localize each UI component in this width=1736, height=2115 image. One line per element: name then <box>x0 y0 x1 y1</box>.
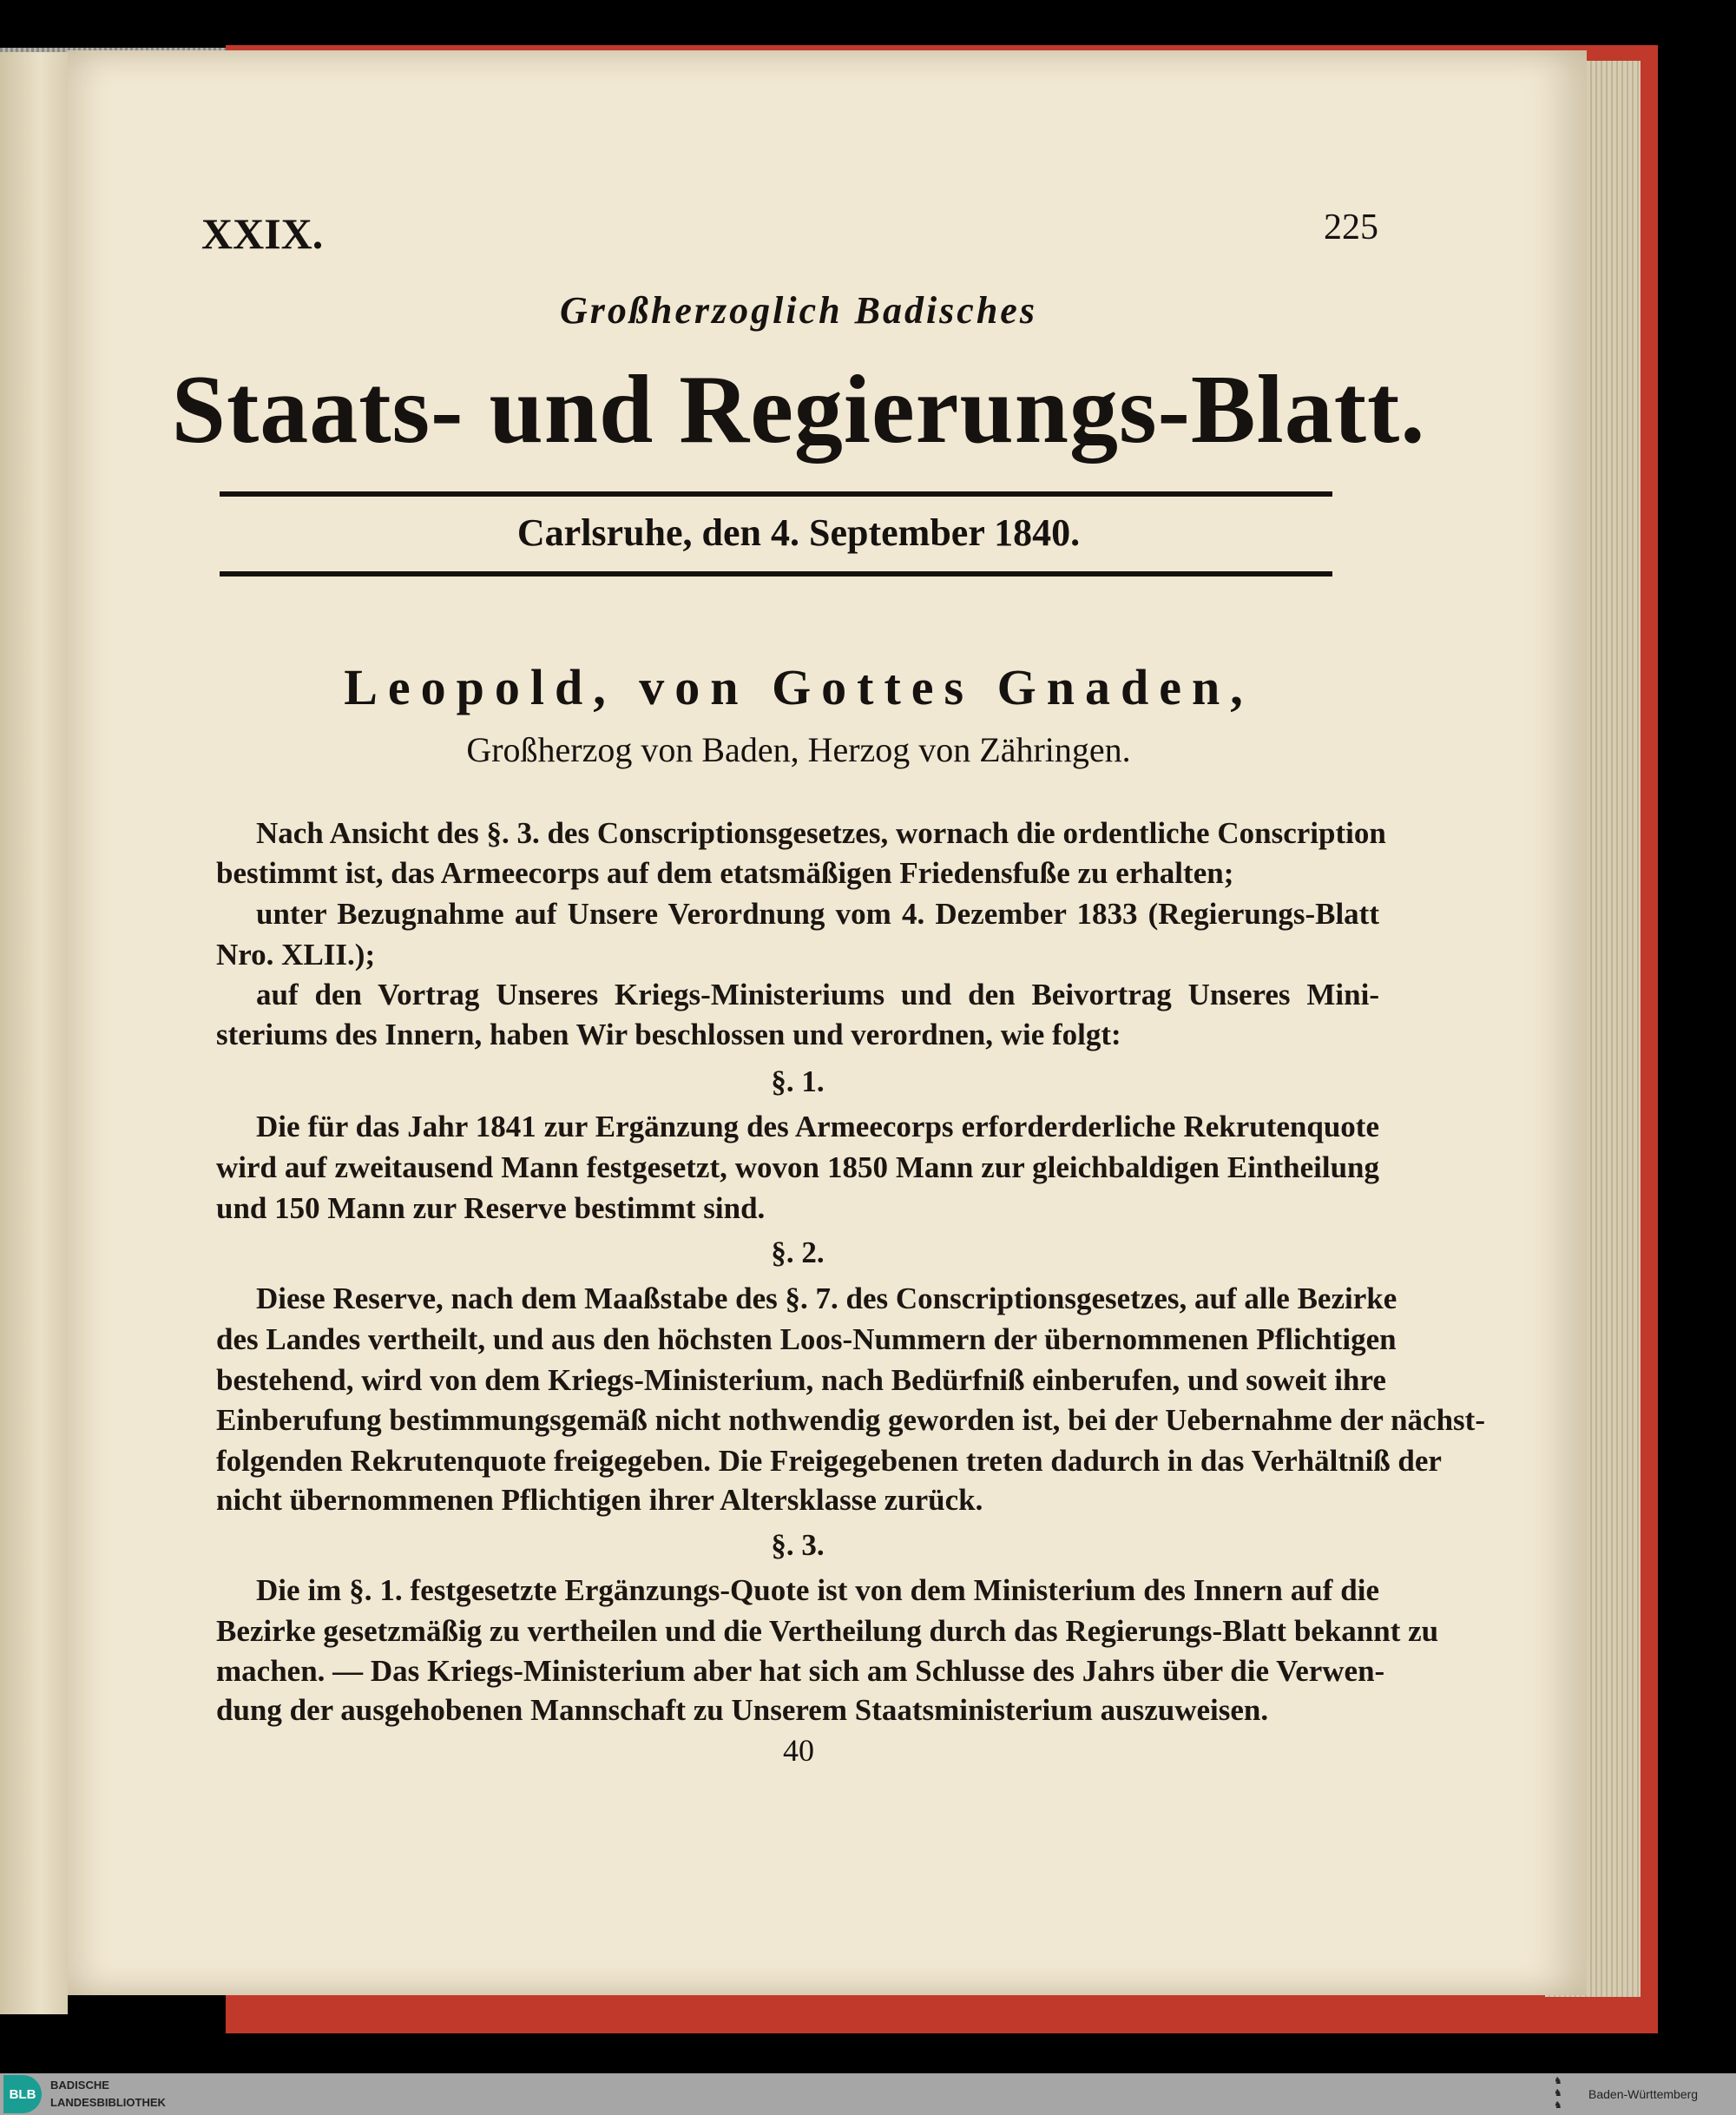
library-name-line1: BADISCHE <box>50 2079 109 2092</box>
body-line: machen. — Das Kriegs-Ministerium aber hat sich am Schlusse des Jahrs über die Verwen- <box>216 1654 1385 1688</box>
body-line: Nro. XLII.); <box>216 938 376 972</box>
blb-logo-icon: BLB <box>3 2075 42 2113</box>
library-name <box>50 2077 166 2112</box>
state-logo: Baden-Württemberg <box>1588 2087 1699 2101</box>
body-line: nicht übernommenen Pflichtigen ihrer Altersklasse zurück. <box>216 1483 983 1517</box>
body-line: Einberufung bestimmungsgemäß nicht nothwendig geworden ist, bei der Uebernahme der nächst- <box>216 1403 1485 1437</box>
library-name-line2: LANDESBIBLIOTHEK <box>50 2096 166 2109</box>
section-number: XXIX. <box>201 209 324 258</box>
body-line: Diese Reserve, nach dem Maaßstabe des §. 7. des Conscriptionsgesetzes, auf alle Bezirke <box>256 1282 1397 1315</box>
sovereign-title: Großherzog von Baden, Herzog von Zähringen. <box>466 730 1131 769</box>
section-heading: §. 3. <box>771 1528 825 1562</box>
dateline: Carlsruhe, den 4. September 1840. <box>516 511 1081 554</box>
body-line: und 150 Mann zur Reserve bestimmt sind. <box>216 1191 766 1225</box>
body-line: bestehend, wird von dem Kriegs-Ministerium, nach Bedürfniß einberufen, und soweit ihre <box>216 1363 1386 1397</box>
body-line: wird auf zweitausend Mann festgesetzt, wovon 1850 Mann zur gleichbaldigen Eintheilung <box>216 1150 1379 1184</box>
body-line: folgenden Rekrutenquote freigegeben. Die Freigegebenen treten dadurch in das Verhältniß der <box>216 1444 1442 1478</box>
pre-title: Großherzoglich Badisches <box>560 289 1037 332</box>
masthead-rule-bottom <box>220 571 1332 577</box>
lions-coat-of-arms-icon: ♞ ♞ ♞ <box>1554 2075 1562 2111</box>
footer-bar <box>0 2073 1736 2115</box>
body-line: Bezirke gesetzmäßig zu vertheilen und die Vertheilung durch das Regierungs-Blatt bekannt zu <box>216 1614 1439 1648</box>
body-line: Nach Ansicht des §. 3. des Conscriptionsgesetzes, wornach die ordentliche Conscription <box>256 816 1386 850</box>
signature-mark: 40 <box>783 1733 814 1768</box>
page-number: 225 <box>1324 208 1378 247</box>
body-line: Die für das Jahr 1841 zur Ergänzung des Armeecorps erforderderliche Rekrutenquote <box>256 1110 1379 1143</box>
body-line: des Landes vertheilt, und aus den höchsten Loos-Nummern der übernommenen Pflichtigen <box>216 1322 1397 1356</box>
masthead-title: Staats- und Regierungs-Blatt. <box>171 356 1426 464</box>
left-page-edge <box>0 52 68 2014</box>
body-line: Die im §. 1. festgesetzte Ergänzungs-Quote ist von dem Ministerium des Innern auf die <box>256 1573 1379 1607</box>
body-line: dung der ausgehobenen Mannschaft zu Unserem Staatsministerium auszuweisen. <box>216 1693 1269 1727</box>
section-heading: §. 2. <box>771 1235 825 1269</box>
sovereign-name: Leopold, von Gottes Gnaden, <box>344 659 1253 715</box>
body-line: unter Bezugnahme auf Unsere Verordnung vom 4. Dezember 1833 (Regierungs-Blatt <box>256 897 1379 931</box>
body-line: bestimmt ist, das Armeecorps auf dem etatsmäßigen Friedensfuße zu erhalten; <box>216 856 1234 890</box>
masthead-rule-top <box>220 491 1332 497</box>
section-heading: §. 1. <box>771 1064 825 1098</box>
body-line: auf den Vortrag Unseres Kriegs-Ministeriums und den Beivortrag Unseres Mini- <box>256 978 1379 1011</box>
body-line: steriums des Innern, haben Wir beschlossen und verordnen, wie folgt: <box>216 1018 1121 1051</box>
